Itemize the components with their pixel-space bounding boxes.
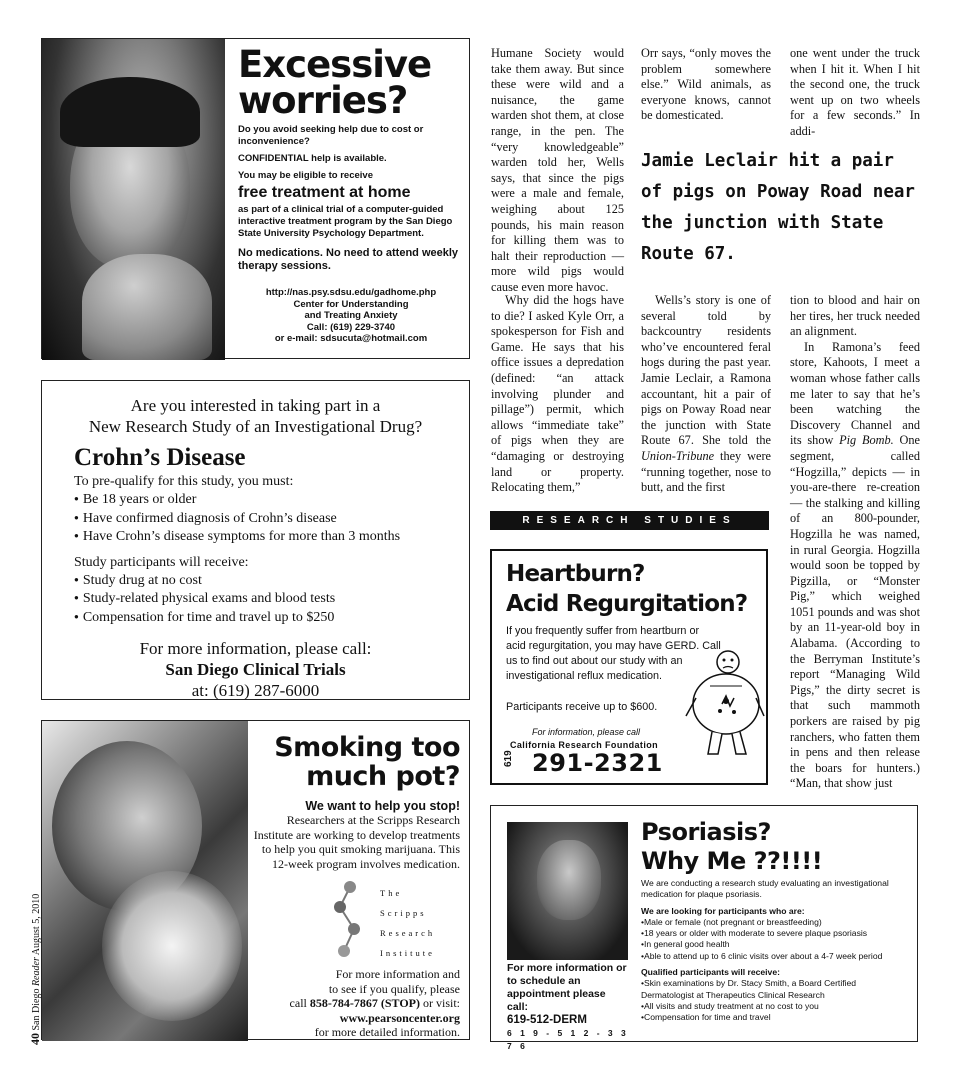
list-item: • Able to attend up to 6 clinic visits over about a 4-7 week period bbox=[641, 951, 911, 962]
ad-smoking-more-info: For more information and to see if you qualify, please call 858-784-7867 (STOP) or visit: www.pearsoncenter.org for more detailed information. bbox=[289, 967, 460, 1039]
article-paragraph: Orr says, “only moves the problem somewhere else.” Wild animals, as everyone knows, cannot be domesticated. bbox=[641, 46, 771, 123]
ad-crohns-title: Crohn’s Disease bbox=[74, 444, 246, 471]
list-item: • In general good health bbox=[641, 939, 911, 950]
article-column-6 bbox=[790, 293, 920, 792]
ad-crohns-intro-2: New Research Study of an Investigational Drug? bbox=[88, 417, 423, 436]
ad-heartburn-body: If you frequently suffer from heartburn or acid regurgitation, you may have GERD. Call us to find out about our study with an investigational reflux medication. bbox=[506, 625, 721, 682]
list-item: ● Have Crohn’s disease symptoms for more than 3 months bbox=[74, 527, 437, 546]
publication-date: August 5, 2010 bbox=[31, 893, 42, 956]
ad-psoriasis bbox=[490, 805, 918, 1051]
pull-quote: Jamie Leclair hit a pair of pigs on Poway Road near the junction with State Route 67. bbox=[641, 151, 915, 264]
ad-psoriasis-benefits bbox=[641, 978, 911, 1023]
list-item: • All visits and study treatment at no cost to you bbox=[641, 1001, 911, 1012]
ad-crohns-more-info: For more information, please call: bbox=[139, 639, 372, 658]
molecule-icon bbox=[330, 879, 370, 961]
ad-psoriasis-phone-digits: 6 1 9 - 5 1 2 - 3 3 7 6 bbox=[507, 1028, 629, 1051]
bald-man-photo bbox=[507, 822, 628, 960]
page-folio bbox=[28, 894, 43, 1045]
list-item: • Compensation for time and travel bbox=[641, 1012, 911, 1023]
ad-crohns-benefits bbox=[74, 571, 437, 627]
ad-smoking-url[interactable]: www.pearsoncenter.org bbox=[339, 1010, 460, 1025]
scripps-logo bbox=[252, 879, 460, 961]
list-item: • Male or female (not pregnant or breastfeeding) bbox=[641, 917, 911, 928]
ad-crohns-footer bbox=[74, 638, 437, 701]
ad-crohns-receive: Study participants will receive: bbox=[74, 554, 249, 570]
publication-name: San Diego bbox=[31, 988, 42, 1031]
list-item: ● Study-related physical exams and blood tests bbox=[74, 589, 437, 608]
page-number: 40 bbox=[28, 1033, 42, 1045]
ad-crohns-intro-1: Are you interested in taking part in a bbox=[130, 396, 381, 415]
scripps-logo-text: The Scripps Research Institute bbox=[380, 888, 436, 958]
ad-worries-phone: Call: (619) 229-3740 bbox=[306, 321, 396, 333]
ad-heartburn-phone: 291-2321 bbox=[532, 749, 663, 777]
ad-psoriasis-receive: Qualified participants will receive: bbox=[641, 967, 780, 978]
ad-worries-q1: Do you avoid seeking help due to cost or inconvenience? bbox=[238, 124, 424, 147]
article-paragraph: tion to blood and hair on her tires, her truck needed an alignment. bbox=[790, 293, 920, 339]
ad-heartburn-title: Heartburn? Acid Regurgitation? bbox=[506, 561, 748, 617]
article-column-3 bbox=[790, 46, 920, 140]
ad-crohns-requirements bbox=[74, 490, 437, 546]
ad-crohns-disease bbox=[41, 380, 470, 700]
article-column-4 bbox=[491, 293, 624, 496]
list-item: ● Be 18 years or older bbox=[74, 490, 437, 509]
ad-smoking-sub: We want to help you stop! bbox=[305, 799, 460, 813]
ad-psoriasis-contact bbox=[507, 962, 629, 1053]
ad-worries-email[interactable]: or e-mail: sdsucuta@hotmail.com bbox=[274, 333, 428, 344]
list-item: ● Study drug at no cost bbox=[74, 571, 437, 590]
ad-worries-desc: as part of a clinical trial of a computer-guided interactive treatment program by the San Diego State University Psychology Department. bbox=[238, 204, 453, 239]
publication-name-italic: Reader bbox=[31, 957, 42, 987]
section-bar-research-studies: RESEARCH STUDIES bbox=[490, 511, 769, 530]
ad-heartburn bbox=[490, 549, 768, 785]
article-column-2 bbox=[641, 46, 771, 124]
ad-worries-contact bbox=[238, 287, 464, 345]
ad-worries-title: Excessive worries? bbox=[238, 43, 432, 122]
list-item: • 18 years or older with moderate to severe plaque psoriasis bbox=[641, 928, 911, 939]
ad-psoriasis-criteria bbox=[641, 917, 911, 962]
ad-excessive-worries bbox=[41, 38, 470, 359]
ad-worries-q3: You may be eligible to receive bbox=[238, 170, 373, 181]
ad-worries-no-meds: No medications. No need to attend weekly therapy sessions. bbox=[238, 247, 459, 272]
article-column-5 bbox=[641, 293, 771, 496]
ad-heartburn-area-code: 619 bbox=[503, 750, 514, 767]
ad-worries-q2: CONFIDENTIAL help is available. bbox=[238, 153, 387, 164]
ad-crohns-phone: at: (619) 287-6000 bbox=[191, 681, 320, 700]
list-item: ● Compensation for time and travel up to $250 bbox=[74, 608, 437, 627]
ad-heartburn-org: California Research Foundation bbox=[510, 740, 659, 750]
ad-smoking-title: Smoking too much pot? bbox=[274, 732, 460, 792]
list-item: • Skin examinations by Dr. Stacy Smith, a Board Certified Dermatologist at Therapeutics Clinical Research bbox=[641, 978, 911, 1001]
ad-smoking-body: Researchers at the Scripps Research Institute are working to develop treatments to help you quit smoking marijuana. This 12-week program involves medication. bbox=[253, 813, 460, 871]
article-paragraph: Why did the hogs have to die? I asked Kyle Orr, a spokesperson for Fish and Game. He says that his office issues a depredation (defined: “an attack involving plunder and pillage”) permit, which allows “immediate take” of pigs when they are “damaging or destroying land or property. Relocating them,” bbox=[491, 293, 624, 495]
ad-psoriasis-looking: We are looking for participants who are: bbox=[641, 905, 805, 916]
ad-heartburn-pay: Participants receive up to $600. bbox=[506, 701, 658, 713]
ad-worries-url[interactable]: http://nas.psy.sdsu.edu/gadhome.php bbox=[265, 287, 437, 298]
article-paragraph: one went under the truck when I hit it. When I hit the second one, the truck went up on two wheels for a few seconds.” In addi- bbox=[790, 46, 920, 138]
ad-psoriasis-phone: 619-512-DERM bbox=[507, 1014, 587, 1026]
list-item: ● Have confirmed diagnosis of Crohn’s disease bbox=[74, 509, 437, 528]
article-paragraph: Humane Society would take them away. But since these were wild and a nuisance, the game warden shot them, at close range, in the pen. The “very knowledgeable” warden told her, Wells says, that since the pigs were a male and female, weighing about 125 pounds, his main reason for killing them was to halt their reproduction — more wild pigs would cause even more havoc. bbox=[491, 46, 624, 294]
ad-psoriasis-intro: We are conducting a research study evaluating an investigational medication for plaque psoriasis. bbox=[641, 878, 889, 900]
ad-psoriasis-contact-text: For more information or to schedule an appointment please call: bbox=[507, 962, 627, 1013]
ad-crohns-qualify: To pre-qualify for this study, you must: bbox=[74, 474, 294, 489]
ad-worries-headline: free treatment at home bbox=[238, 184, 411, 201]
ad-psoriasis-details bbox=[641, 878, 911, 1024]
ad-worries-center-2: and Treating Anxiety bbox=[304, 310, 398, 321]
article-paragraph: Wells’s story is one of several told by backcountry residents who’ve encountered feral hogs during the past year. Jamie Leclair, a Ramona accountant, hit a pair of pigs on Poway Road near the junction with State Route 67. She told the Union-Tribune they were “running together, nose to butt, and the first bbox=[641, 293, 772, 495]
ad-worries-center: Center for Understanding bbox=[293, 298, 409, 310]
ad-heartburn-info: For information, please call bbox=[532, 727, 641, 737]
smoker-photo bbox=[42, 721, 248, 1041]
ad-psoriasis-title: Psoriasis? Why Me ??!!!! bbox=[641, 818, 823, 875]
article-column-1 bbox=[491, 46, 624, 296]
man-portrait-photo bbox=[42, 39, 225, 360]
ad-smoking-pot bbox=[41, 720, 470, 1040]
article-paragraph: In Ramona’s feed store, Kahoots, I meet a woman whose father calls me later to say that he’s been watching the Discovery Channel and its show Pig Bomb. One segment, called “Hogzilla,” depicts — in you-are-there re-creation — the stalking and killing of an 800-pounder, Hogzilla he was named, in rural Georgia. Hogzilla would soon be topped by Pigzilla, or “Monster Pig,” which weighed 1051 pounds and was shot by an 11-year-old boy in Alabama. (According to the Berryman Institute’s report “Managing Wild Pigs,” the dirty secret is that such mammoth porkers are raised by pig ranchers, who fatten them in pens and then release the boars for hunters.) “Man, that show just bbox=[790, 339, 920, 791]
ad-smoking-phone: 858-784-7867 (STOP) bbox=[309, 996, 420, 1010]
ad-crohns-org: San Diego Clinical Trials bbox=[165, 660, 346, 679]
cartoon-man-heartburn-icon bbox=[682, 646, 768, 761]
